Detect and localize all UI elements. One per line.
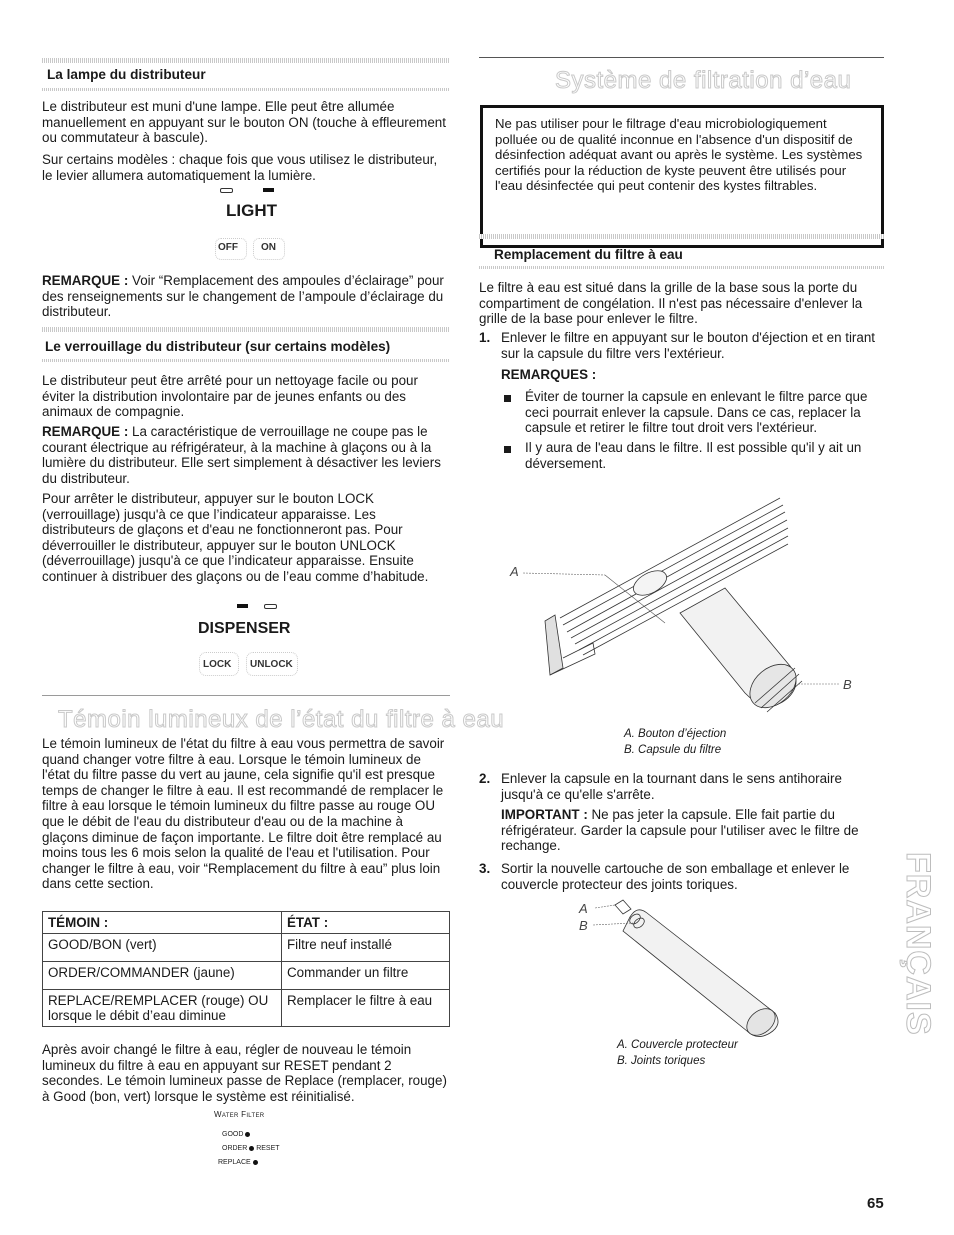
- filter-removal-figure: [505, 478, 875, 723]
- water-filter-panel: [214, 1110, 304, 1175]
- note-label: REMARQUE :: [42, 273, 129, 288]
- order-label: ORDER: [222, 1145, 248, 1152]
- reset-button[interactable]: RESET: [256, 1145, 280, 1152]
- order-light-icon: [249, 1146, 254, 1151]
- water-filter-panel-title: Water Filter: [214, 1110, 265, 1119]
- table-cell: REPLACE/REMPLACER (rouge) OU lorsque le débit d’eau diminue: [43, 990, 282, 1027]
- table-row: [43, 990, 450, 1027]
- table-row: [43, 934, 450, 962]
- table-cell: Remplacer le filtre à eau: [282, 990, 450, 1027]
- side-tab-text: FRANÇAIS: [899, 852, 937, 1036]
- figure-2-caption-b: B. Joints toriques: [617, 1055, 706, 1067]
- remarques-label: REMARQUES :: [501, 367, 597, 382]
- light-panel-title: LIGHT: [226, 201, 277, 220]
- important-note: [501, 807, 884, 854]
- table-header: TÉMOIN :: [43, 912, 282, 934]
- lock-note: [42, 424, 450, 486]
- important-text: Ne pas jeter la capsule. Elle fait partie du réfrigérateur. Garder la capsule pour l'utiliser avec le filtre de rechange.: [501, 807, 859, 854]
- lamp-note: [42, 273, 450, 320]
- status-paragraph-2: Après avoir changé le filtre à eau, régler de nouveau le témoin lumineux du filtre à eau en appuyant sur RESET pendant 2 secondes. Le témoin lumineux passe de Replace (remplacer, rouge) à Good (bon, vert) lorsque le système est réinitialisé.: [42, 1042, 447, 1104]
- heading-underline: [42, 88, 450, 91]
- step-3-text: Sortir la nouvelle cartouche de son emballage et enlever le couvercle protecteur des joints toriques.: [501, 861, 850, 892]
- warning-text: Ne pas utiliser pour le filtrage d'eau microbiologiquement polluée ou de qualité inconnue en l'absence d'un dispositif de désinfection adéquat avant ou après le système. Les systèmes certifiés pour la réduction de kyste peuvent être utilisés pour l'eau désinfectée qui peut contenir des kystes filtrables.: [495, 116, 863, 194]
- figure-2-label-a: A: [579, 901, 588, 916]
- warning-box: [480, 105, 884, 248]
- unlock-indicator-icon: [264, 604, 277, 609]
- lamp-heading: La lampe du distributeur: [47, 67, 206, 82]
- new-cartridge-figure: [575, 895, 795, 1040]
- remark-1: Éviter de tourner la capsule en enlevant le filtre parce que ceci pourrait enlever la capsule. Dans ce cas, replacer la capsule et retirer le filtre tout droit vers l'extérieur.: [525, 389, 868, 436]
- language-side-tab: [897, 852, 937, 1057]
- unlock-label: UNLOCK: [250, 659, 293, 670]
- step-2-text: Enlever la capsule en la tournant dans le sens antihoraire jusqu'à ce qu'elle s'arrête.: [501, 771, 842, 802]
- bullet-icon: [504, 395, 511, 402]
- status-table: [42, 911, 450, 1027]
- replace-heading: Remplacement du filtre à eau: [494, 247, 683, 262]
- step-number: 3.: [479, 861, 491, 876]
- step-number: 1.: [479, 330, 491, 345]
- lock-paragraph-3: Pour arrêter le distributeur, appuyer sur le bouton LOCK (verrouillage) jusqu'à ce que l’indicateur apparaisse. Les distributeurs de glaçons et d'eau ne fonctionneront pas. Pour déverrouiller le distributeur, appuyer sur le bouton UNLOCK (déverrouillage) jusqu'à ce que l’indicateur apparaisse. Ensuite continuer à distribuer des glaçons ou de l’eau comme d’habitude.: [42, 491, 429, 584]
- off-indicator-icon: [220, 188, 233, 193]
- heading-underline: [479, 266, 884, 269]
- on-label: ON: [261, 242, 276, 253]
- status-heading: Témoin lumineux de l’état du filtre à eau: [58, 706, 505, 733]
- section-divider: [479, 234, 884, 239]
- section-divider: [479, 57, 884, 58]
- note-text: La caractéristique de verrouillage ne coupe pas le courant électrique au réfrigérateur, à la machine à glaçons ou à la lumière du distributeur. Elle sert simplement à désactiver les leviers du distributeur.: [42, 424, 441, 486]
- lamp-paragraph-1: Le distributeur est muni d'une lampe. Elle peut être allumée manuellement en appuyant sur le bouton ON (touche à effleurement ou commutateur à bascule).: [42, 99, 446, 146]
- lamp-paragraph-2: Sur certains modèles : chaque fois que vous utilisez le distributeur, le levier allumera automatiquement la lumière.: [42, 152, 438, 183]
- lock-indicator-icon: [237, 604, 248, 608]
- lock-paragraph-1: Le distributeur peut être arrêté pour un nettoyage facile ou pour éviter la distribution involontaire par de jeunes enfants ou des animaux de compagnie.: [42, 373, 418, 420]
- heading-underline: [42, 359, 450, 362]
- good-label: GOOD: [222, 1131, 244, 1138]
- replace-indicator: [218, 1159, 258, 1166]
- good-indicator: [222, 1131, 250, 1138]
- section-divider: [42, 58, 450, 63]
- lock-heading: Le verrouillage du distributeur (sur certains modèles): [45, 339, 391, 354]
- table-cell: Filtre neuf installé: [282, 934, 450, 962]
- table-cell: Commander un filtre: [282, 962, 450, 990]
- table-cell: ORDER/COMMANDER (jaune): [43, 962, 282, 990]
- note-label: REMARQUE :: [42, 424, 129, 439]
- step-1-text: Enlever le filtre en appuyant sur le bouton d'éjection et en tirant sur la capsule du filtre vers l'extérieur.: [501, 330, 876, 361]
- page-number: 65: [867, 1195, 884, 1212]
- remark-2: Il y aura de l'eau dans le filtre. Il est possible qu'il y ait un déversement.: [525, 440, 862, 471]
- section-divider: [42, 695, 450, 696]
- lock-label: LOCK: [203, 659, 232, 670]
- figure-1-label-b: B: [843, 677, 852, 692]
- off-label: OFF: [218, 242, 238, 253]
- replace-label: REPLACE: [218, 1159, 251, 1166]
- table-header: ÉTAT :: [282, 912, 450, 934]
- section-divider: [42, 327, 450, 332]
- figure-1-label-a: A: [510, 564, 519, 579]
- bullet-icon: [504, 446, 511, 453]
- step-number: 2.: [479, 771, 491, 786]
- important-label: IMPORTANT :: [501, 807, 588, 822]
- figure-2-caption-a: A. Couvercle protecteur: [617, 1039, 738, 1051]
- replace-intro: Le filtre à eau est situé dans la grille de la base sous la porte du compartiment de congélation. Il n'est pas nécessaire d'enlever la grille de la base pour enlever le filtre.: [479, 280, 863, 327]
- replace-light-icon: [253, 1160, 258, 1165]
- system-heading: Système de filtration d’eau: [555, 67, 852, 94]
- on-indicator-icon: [263, 188, 274, 192]
- table-header-row: [43, 912, 450, 934]
- table-cell: GOOD/BON (vert): [43, 934, 282, 962]
- light-control-panel: [218, 188, 288, 258]
- figure-1-caption-b: B. Capsule du filtre: [624, 744, 722, 756]
- table-row: [43, 962, 450, 990]
- status-paragraph-1: Le témoin lumineux de l'état du filtre à eau vous permettra de savoir quand changer votre filtre à eau. Lorsque le témoin lumineux de l'état du filtre passe du vert au jaune, cela signifie qu'il est presque temps de changer le filtre à eau. Il est recommandé de remplacer le filtre à eau lorsque le témoin lumineux du filtre passe au rouge OU que le débit de l'eau du distributeur d'eau ou de la machine à glaçons diminue de façon importante. Le filtre doit être remplacé au moins tous les 6 mois selon la qualité de l'eau et l'utilisation. Pour changer le filtre à eau, voir “Remplacement du filtre à eau” plus loin dans cette section.: [42, 736, 445, 892]
- dispenser-panel-title: DISPENSER: [198, 620, 291, 637]
- dispenser-control-panel: [196, 604, 306, 676]
- good-light-icon: [245, 1132, 250, 1137]
- note-text: Voir “Remplacement des ampoules d’éclairage” pour des renseignements sur le changement de l’ampoule d’éclairage du distributeur.: [42, 273, 444, 320]
- figure-1-caption-a: A. Bouton d’éjection: [624, 728, 727, 740]
- order-indicator: [222, 1145, 280, 1152]
- figure-2-label-b: B: [579, 918, 588, 933]
